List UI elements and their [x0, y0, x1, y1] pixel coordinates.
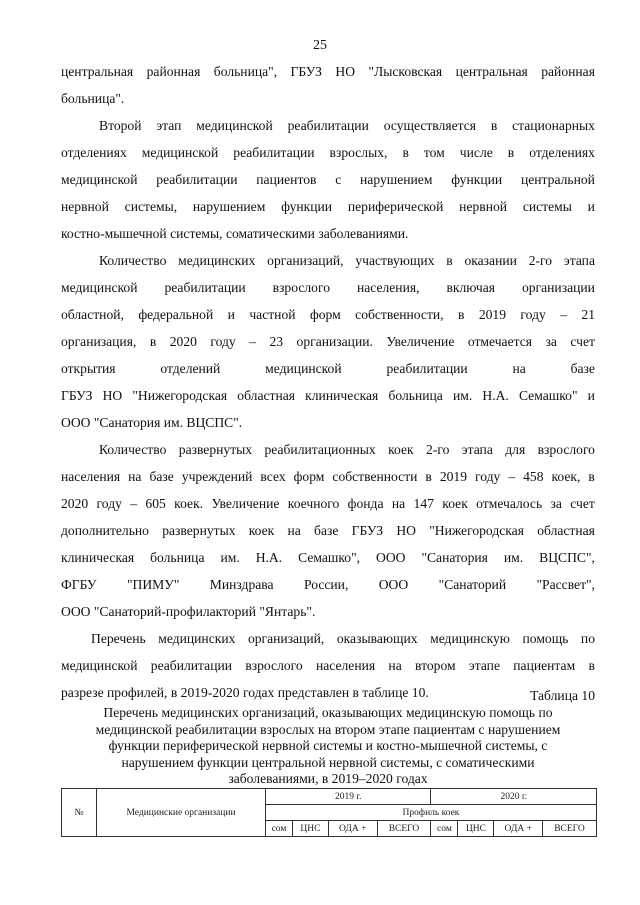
text-line: ООО "Санатория им. ВЦСПС". — [61, 415, 243, 430]
word: реабилитации — [233, 145, 315, 160]
word: коек. — [174, 496, 204, 511]
word: НО — [335, 64, 356, 79]
word: Количество — [99, 253, 167, 268]
word: клиническая — [61, 550, 135, 565]
word: участвующих — [355, 253, 435, 268]
word: реабилитации — [164, 280, 246, 295]
word: ВЦСПС", — [539, 550, 595, 565]
word: осуществляется — [383, 118, 477, 133]
word: ГБУЗ — [61, 388, 93, 403]
word: в — [402, 145, 409, 160]
word: 147 — [413, 496, 434, 511]
text-line: больница". — [61, 91, 125, 106]
word: за — [545, 334, 557, 349]
word: открытия — [61, 361, 116, 376]
word: "Нижегородская — [429, 523, 524, 538]
word: этапе — [468, 658, 500, 673]
word: году — [475, 469, 501, 484]
word: Перечень — [91, 631, 146, 646]
word: взрослого — [245, 658, 303, 673]
word: организации — [521, 280, 595, 295]
text-line — [99, 441, 595, 459]
word: в — [507, 145, 515, 160]
word: Н.А. — [482, 388, 509, 403]
word: отмечалось — [476, 496, 543, 511]
word: в — [425, 469, 432, 484]
profile-header: Профиль коек — [266, 805, 597, 821]
word: 2-го — [528, 253, 553, 268]
word: "ПИМУ" — [126, 577, 180, 592]
word: на — [391, 496, 406, 511]
word: населения, — [356, 280, 420, 295]
word: базе — [149, 469, 174, 484]
word: федеральной — [138, 307, 214, 322]
word: на — [388, 658, 402, 673]
word: НО — [396, 523, 416, 538]
word: 605 — [145, 496, 166, 511]
word: ГБУЗ — [290, 64, 322, 79]
text-line — [61, 387, 595, 405]
text-line: ООО "Санаторий-профилакторий "Янтарь". — [61, 604, 316, 619]
word: Н.А. — [255, 550, 283, 565]
word: – — [130, 496, 138, 511]
word: "Нижегородская — [132, 388, 228, 403]
text-line — [61, 360, 595, 378]
word: областная — [537, 523, 595, 538]
word: медицинской — [61, 280, 138, 295]
text-line — [61, 144, 595, 162]
word: 2020 — [169, 334, 197, 349]
word: периферической — [347, 199, 444, 214]
word: нервной — [459, 199, 508, 214]
word: им. — [452, 388, 473, 403]
text-line — [61, 198, 595, 216]
word: областной, — [61, 307, 124, 322]
word: базе — [570, 361, 595, 376]
word: фонда — [347, 496, 384, 511]
word: Минздрава — [209, 577, 274, 592]
word: оказывающих — [336, 631, 418, 646]
word: 2-го — [426, 442, 450, 457]
word: форм — [309, 307, 341, 322]
word: медицинскую — [430, 631, 510, 646]
word: реабилитационных — [264, 442, 376, 457]
word: частной — [249, 307, 296, 322]
word: в — [588, 469, 595, 484]
word: году — [96, 496, 122, 511]
word: клиническая — [305, 388, 379, 403]
word: организация, — [61, 334, 137, 349]
word: организаций, — [247, 631, 325, 646]
word: ФГБУ — [61, 577, 97, 592]
word: нарушением — [192, 199, 266, 214]
word: медицинских — [158, 631, 236, 646]
word: включая — [446, 280, 496, 295]
word: коек — [442, 496, 468, 511]
word: пациентов — [256, 172, 317, 187]
word: счет — [570, 334, 595, 349]
word: нервной — [61, 199, 109, 214]
word: центральной — [520, 172, 595, 187]
subcol-header: ВСЕГО — [377, 821, 431, 837]
text-line — [99, 117, 595, 135]
word: коек — [248, 523, 275, 538]
word: 458 — [523, 469, 544, 484]
word: на — [128, 469, 142, 484]
word: районная — [146, 64, 201, 79]
word: этапа — [563, 253, 595, 268]
word: медицинской — [265, 361, 342, 376]
text-line: костно-мышечной системы, соматическими заболеваниями. — [61, 226, 409, 241]
word: "Рассвет", — [536, 577, 595, 592]
word: в — [446, 253, 453, 268]
word: функции — [281, 199, 333, 214]
caption-line: заболеваниями, в 2019–2020 годах — [228, 771, 428, 786]
word: и — [587, 199, 595, 214]
text-line — [91, 630, 595, 648]
word: центральная — [61, 64, 134, 79]
text-line: разрезе профилей, в 2019-2020 годах представлен в таблице 10. — [61, 685, 429, 700]
word: организации. — [296, 334, 373, 349]
caption-line: нарушением функции центральной нервной системы, с соматическими — [121, 754, 535, 770]
word: областная — [237, 388, 296, 403]
word: на — [512, 361, 526, 376]
subcol-header: сом — [266, 821, 293, 837]
subcol-header: ОДА + — [494, 821, 543, 837]
word: Второй — [99, 118, 142, 133]
word: Количество — [99, 442, 167, 457]
word: медицинской — [196, 118, 273, 133]
word: России, — [303, 577, 349, 592]
text-line — [61, 495, 595, 513]
table-label: Таблица 10 — [530, 688, 595, 703]
word: ООО — [378, 577, 409, 592]
word: реабилитации — [156, 172, 238, 187]
word: базе — [314, 523, 339, 538]
word: в — [588, 658, 595, 673]
word: году — [210, 334, 236, 349]
word: организаций, — [267, 253, 344, 268]
word: Семашко", — [298, 550, 361, 565]
word: Семашко" — [518, 388, 578, 403]
word: пациентам — [513, 658, 576, 673]
word: – — [249, 334, 256, 349]
text-line — [61, 333, 595, 351]
word: взрослого — [272, 280, 330, 295]
word: коек, — [551, 469, 581, 484]
word: реабилитации — [287, 118, 369, 133]
word: больница", — [213, 64, 278, 79]
word: реабилитации — [386, 361, 468, 376]
text-line — [61, 522, 595, 540]
word: по — [580, 631, 595, 646]
word: системы, — [124, 199, 178, 214]
word: ГБУЗ — [351, 523, 384, 538]
word: с — [335, 172, 342, 187]
subcol-header: ВСЕГО — [543, 821, 597, 837]
word: счет — [570, 496, 595, 511]
col-org-header: Медицинские организации — [97, 789, 266, 837]
word: втором — [415, 658, 456, 673]
word: 2019 — [478, 307, 507, 322]
word: этапа — [461, 442, 493, 457]
subcol-header: ОДА + — [328, 821, 377, 837]
word: развернутых — [178, 442, 253, 457]
year-2020-header: 2020 г. — [431, 789, 597, 805]
word: центральная — [455, 64, 528, 79]
caption-line: функции периферической нервной системы и костно-мышечной системы, с — [108, 738, 548, 753]
subcol-header: ЦНС — [292, 821, 328, 837]
word: коечного — [287, 496, 340, 511]
year-2019-header: 2019 г. — [266, 789, 431, 805]
word: больница — [150, 550, 205, 565]
word: дополнительно — [61, 523, 149, 538]
word: медицинской — [141, 145, 219, 160]
caption-line: Перечень медицинских организаций, оказывающих медицинскую помощь по — [103, 705, 553, 720]
word: за — [550, 496, 562, 511]
word: в — [490, 118, 498, 133]
word: форм — [293, 469, 325, 484]
text-line — [61, 306, 595, 324]
word: медицинской — [61, 172, 138, 187]
word: отделениях — [61, 145, 127, 160]
word: функции — [451, 172, 503, 187]
word: им. — [503, 550, 524, 565]
caption-line: медицинской реабилитации взрослых на втором этапе пациентам с нарушением — [95, 721, 561, 737]
word: населения — [315, 658, 376, 673]
table-10 — [61, 788, 597, 837]
word: году — [520, 307, 546, 322]
word: Увеличение — [211, 496, 280, 511]
text-line — [61, 63, 595, 81]
word: 2019 — [439, 469, 468, 484]
word: больница — [388, 388, 443, 403]
word: отделений — [160, 361, 221, 376]
word: собственности, — [355, 307, 444, 322]
word: 23 — [269, 334, 284, 349]
word: всех — [260, 469, 286, 484]
page-number: 25 — [313, 38, 327, 53]
word: отмечается — [467, 334, 532, 349]
word: учреждений — [181, 469, 253, 484]
text-line — [61, 549, 595, 567]
col-number-header: № — [62, 789, 97, 837]
word: – — [508, 469, 516, 484]
text-line — [99, 252, 595, 270]
word: развернутых — [162, 523, 236, 538]
word: Увеличение — [386, 334, 455, 349]
word: НО — [102, 388, 123, 403]
word: 2020 — [61, 496, 89, 511]
word: нарушением — [360, 172, 433, 187]
word: 21 — [581, 307, 595, 322]
word: медицинских — [178, 253, 256, 268]
word: районная — [541, 64, 595, 79]
word: "Лысковская — [368, 64, 443, 79]
subcol-header: сом — [431, 821, 458, 837]
word: в — [458, 307, 465, 322]
word: собственности — [332, 469, 418, 484]
text-line — [61, 576, 595, 594]
text-line — [61, 657, 595, 675]
word: и — [227, 307, 235, 322]
word: числе — [459, 145, 493, 160]
text-line — [61, 171, 595, 189]
word: взрослого — [537, 442, 595, 457]
word: отделениях — [529, 145, 595, 160]
word: "Санаторий — [438, 577, 507, 592]
word: в — [149, 334, 157, 349]
word: том — [423, 145, 445, 160]
word: реабилитации — [150, 658, 233, 673]
word: медицинской — [61, 658, 138, 673]
word: стационарных — [512, 118, 595, 133]
word: им. — [220, 550, 240, 565]
text-line — [61, 279, 595, 297]
word: – — [560, 307, 567, 322]
word: системы — [522, 199, 572, 214]
word: помощь — [522, 631, 569, 646]
word: оказании — [464, 253, 517, 268]
word: "Санатория — [421, 550, 488, 565]
word: этап — [156, 118, 182, 133]
word: ООО — [376, 550, 406, 565]
word: и — [587, 388, 595, 403]
text-line — [61, 468, 595, 486]
word: для — [505, 442, 526, 457]
subcol-header: ЦНС — [458, 821, 494, 837]
word: на — [287, 523, 301, 538]
word: коек — [388, 442, 414, 457]
word: населения — [61, 469, 121, 484]
word: взрослых, — [329, 145, 388, 160]
